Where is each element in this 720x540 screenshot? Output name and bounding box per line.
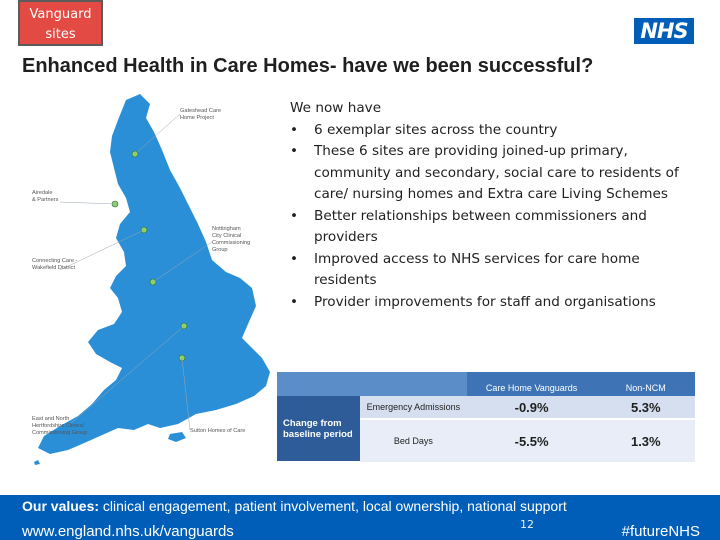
bullet-icon: • bbox=[290, 250, 299, 267]
footer-bar bbox=[0, 495, 720, 540]
badge-line-1: Vanguard bbox=[29, 7, 92, 22]
table-cell-vanguards: -0.9% bbox=[467, 396, 597, 419]
list-item: • Improved access to NHS services for care home residents bbox=[290, 250, 640, 288]
list-item: • These 6 sites are providing joined-up primary, community and secondary, social care to residents of care/ nursing homes and Extra care Living Schemes bbox=[290, 143, 679, 202]
values-label: Our values: bbox=[22, 498, 100, 514]
achievements-text bbox=[290, 98, 690, 313]
vanguard-sites-badge bbox=[18, 0, 103, 46]
slide-title: Enhanced Health in Care Homes- have we been successful? bbox=[22, 55, 594, 77]
isles-of-scilly bbox=[34, 460, 40, 465]
list-item: • Provider improvements for staff and organisations bbox=[290, 292, 690, 314]
values-text: clinical engagement, patient involvement, local ownership, national support bbox=[99, 498, 567, 514]
vanguards-url-link[interactable]: www.england.nhs.uk/vanguards bbox=[22, 523, 234, 540]
page-number: 12 bbox=[520, 518, 534, 531]
map-label-east-north-herts: East and North Hertfordshire Clinical Commissioning Group bbox=[32, 416, 88, 436]
bullet-icon: • bbox=[290, 293, 299, 310]
achievements-list bbox=[290, 120, 690, 314]
map-label-nottingham: Nottingham City Clinical Commissioning Group bbox=[212, 226, 251, 253]
list-item: • 6 exemplar sites across the country bbox=[290, 120, 690, 142]
map-label-wakefield: Connecting Care - Wakefield District bbox=[32, 258, 78, 271]
results-table bbox=[277, 372, 695, 463]
table-cell-metric: Emergency Admissions bbox=[360, 396, 467, 419]
map-label-airedale: Airedale & Partners bbox=[32, 190, 59, 203]
map-label-sutton: Sutton Homes of Care bbox=[190, 428, 246, 434]
bullet-icon: • bbox=[290, 207, 299, 224]
lead-text: We now have bbox=[290, 100, 382, 116]
values-statement bbox=[22, 498, 567, 514]
nhs-logo: NHS bbox=[634, 18, 694, 44]
table-cell-metric: Bed Days bbox=[360, 419, 467, 462]
future-nhs-hashtag: #futureNHS bbox=[621, 523, 700, 540]
table-header-row bbox=[277, 372, 695, 396]
table-cell-vanguards: -5.5% bbox=[467, 419, 597, 462]
bullet-icon: • bbox=[290, 121, 299, 138]
table-header-vanguards: Care Home Vanguards bbox=[467, 372, 597, 396]
table-cell-non-ncm: 1.3% bbox=[597, 419, 695, 462]
table-row-label: Change from baseline period bbox=[277, 396, 360, 462]
england-map bbox=[30, 92, 275, 472]
bullet-icon: • bbox=[290, 143, 299, 159]
table-header-non-ncm: Non-NCM bbox=[597, 372, 695, 396]
table-header-blank bbox=[277, 372, 360, 396]
badge-line-2: sites bbox=[45, 27, 76, 42]
table-row bbox=[277, 396, 695, 419]
map-label-gateshead: Gateshead Care Home Project bbox=[180, 108, 222, 121]
table-cell-non-ncm: 5.3% bbox=[597, 396, 695, 419]
isle-of-wight bbox=[168, 432, 186, 442]
list-item: • Better relationships between commissioners and providers bbox=[290, 207, 647, 245]
table-header-blank bbox=[360, 372, 467, 396]
england-landmass bbox=[38, 94, 270, 454]
